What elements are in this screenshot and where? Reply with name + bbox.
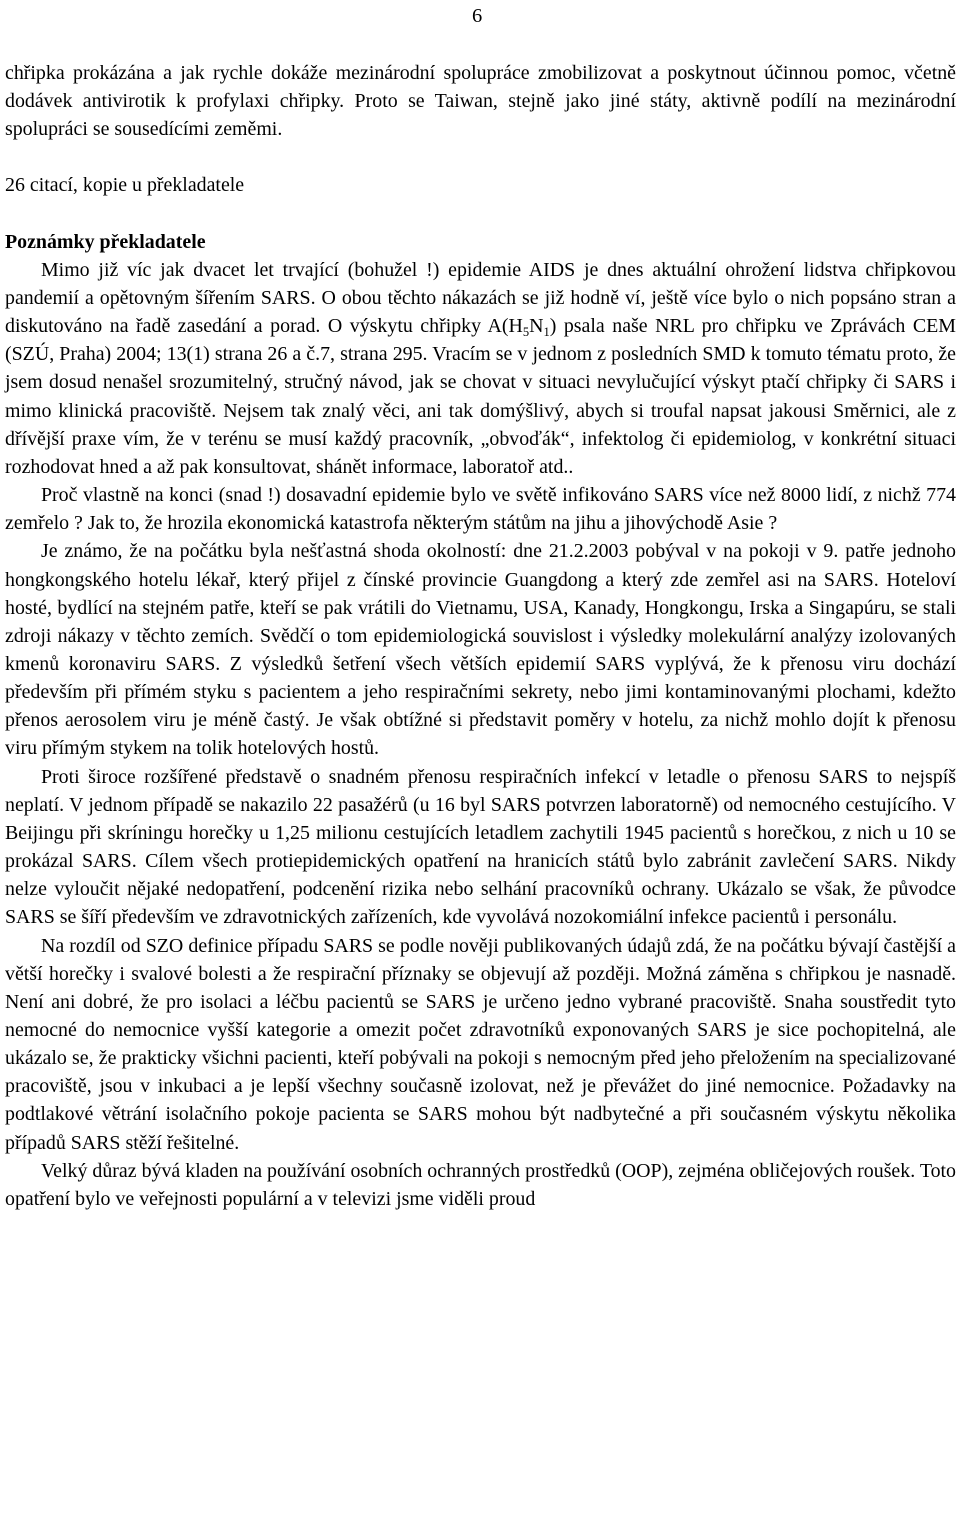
subscript-5: 5: [522, 325, 530, 340]
spacer: [5, 200, 956, 228]
document-body: [5, 59, 956, 1213]
notes-paragraph-2: Proč vlastně na konci (snad !) dosavadní epidemie bylo ve světě infikováno SARS více než 8000 lidí, z nichž 774 zemřelo ? Jak to, že hrozila ekonomická katastrofa některým státům na jihu a jihovýchodě Asie ?: [5, 484, 956, 535]
section-heading: Poznámky překladatele: [5, 230, 206, 253]
subscript-1: 1: [543, 325, 550, 340]
notes-paragraph-6: Velký důraz bývá kladen na používání osobních ochranných prostředků (OOP), zejména obličejových roušek. Toto opatření bylo ve veřejnosti populární a v televizi jsme viděli proud: [5, 1159, 956, 1210]
notes-p1-part-a: Mimo již víc jak dvacet let trvající (bohužel !) epidemie AIDS je dnes aktuální ohrožení lidstva chřipkovou pandemií a opětovným šířením SARS. O obou těchto nákazách se již hodně ví, ještě více bylo o nich popsáno stran a diskutováno na řadě zasedání a porad. O výskytu chřipky A(H: [5, 258, 956, 338]
intro-paragraph: chřipka prokázána a jak rychle dokáže mezinárodní spolupráce zmobilizovat a poskytnout účinnou pomoc, včetně dodávek antivirotik k profylaxi chřipky. Proto se Taiwan, stejně jako jiné státy, aktivně podílí na mezinárodní spolupráci se sousedícími zeměmi.: [5, 62, 956, 141]
citations-note: 26 citací, kopie u překladatele: [5, 174, 245, 197]
notes-paragraph-3: Je známo, že na počátku byla nešťastná shoda okolností: dne 21.2.2003 pobýval v na pokoji v 9. patře jednoho hongkongského hotelu lékař, který přijel z čínské provincie Guangdong a který zde zemřel asi na SARS. Hoteloví hosté, bydlící na stejném patře, kteří se pak vrátili do Vietnamu, USA, Kanady, Hongkongu, Irska a Singapúru, se stali zdroji nákazy v těchto zemích. Svědčí o tom epidemiologická souvislost i výsledky molekulární analýzy izolovaných kmenů koronaviru SARS. Z výsledků šetření všech větších epidemií SARS vyplývá, že k přenosu viru dochází především při přímém styku s pacientem a jeho respiračními sekrety, nebo jimi kontaminovanými plochami, kdežto přenos aerosolem viru je méně častý. Je však obtížné si představit poměry v hotelu, za nichž mohlo dojít k přenosu viru přímým stykem na tolik hotelových hostů.: [5, 540, 956, 760]
notes-p1-part-b: N: [529, 315, 544, 338]
spacer: [5, 143, 956, 171]
notes-p1-part-c: ) psala naše NRL pro chřipku ve Zprávách CEM (SZÚ, Praha) 2004; 13(1) strana 26 a č.7, strana 295. Vracím se v jednom z posledních SMD k tomuto tématu proto, že jsem dosud nenašel srozumitelný, stručný návod, jak se chovat v situaci nevylučující výskyt ptačí chřipky či SARS i mimo klinická pracoviště. Nejsem tak znalý věci, ani tak domýšlivý, abych si troufal napsat jakousi Směrnici, ale z dřívější praxe vím, že v terénu se musí každý pracovník, „obvoďák“, infektolog či epidemiolog, v konkrétní situaci rozhodovat hned a až pak konsultovat, shánět informace, laboratoř atd..: [5, 315, 956, 478]
notes-paragraph-1: [5, 256, 956, 481]
notes-paragraph-5: Na rozdíl od SZO definice případu SARS se podle nověji publikovaných údajů zdá, že na počátku bývají častější a větší horečky i svalové bolesti a že respirační příznaky se objevují až později. Možná záměna s chřipkou je nasnadě. Není ani dobré, že pro isolaci a léčbu pacientů se SARS je určeno jedno vybrané pracoviště. Snaha soustředit tyto nemocné do nemocnice vyšší kategorie a omezit počet zdravotníků exponovaných SARS je sice pochopitelná, ale ukázalo se, že prakticky všichni pacienti, kteří pobývali na pokoji s nemocným před jeho přeložením na specializované pracoviště, jsou v inkubaci a je lepší všechny současně izolovat, než je převážet do jiné nemocnice. Požadavky na podtlakové větrání isolačního pokoje pacienta se SARS mohou být nadbytečné a při současném výskytu několika případů SARS stěží řešitelné.: [5, 934, 956, 1154]
page-number: 6: [472, 5, 483, 27]
notes-paragraph-4: Proti široce rozšířené představě o snadném přenosu respiračních infekcí v letadle o přenosu SARS to nejspíš neplatí. V jednom případě se nakazilo 22 pasažérů (u 16 byl SARS potvrzen laboratorně) od nemocného cestujícího. V Beijingu při skríningu horečky u 1,25 milionu cestujících letadlem zachytili 1945 pacientů s horečkou, z nich u 10 se prokázal SARS. Cílem všech protiepidemických opatření na hranicích států bylo zabránit zavlečení SARS. Nikdy nelze vyloučit nějaké nedopatření, podcenění rizika nebo selhání pracovníků ochrany. Ukázalo se však, že původce SARS se šíří především ve zdravotnických zařízeních, kde vyvolává nozokomiální infekce pacientů i personálu.: [5, 765, 956, 929]
